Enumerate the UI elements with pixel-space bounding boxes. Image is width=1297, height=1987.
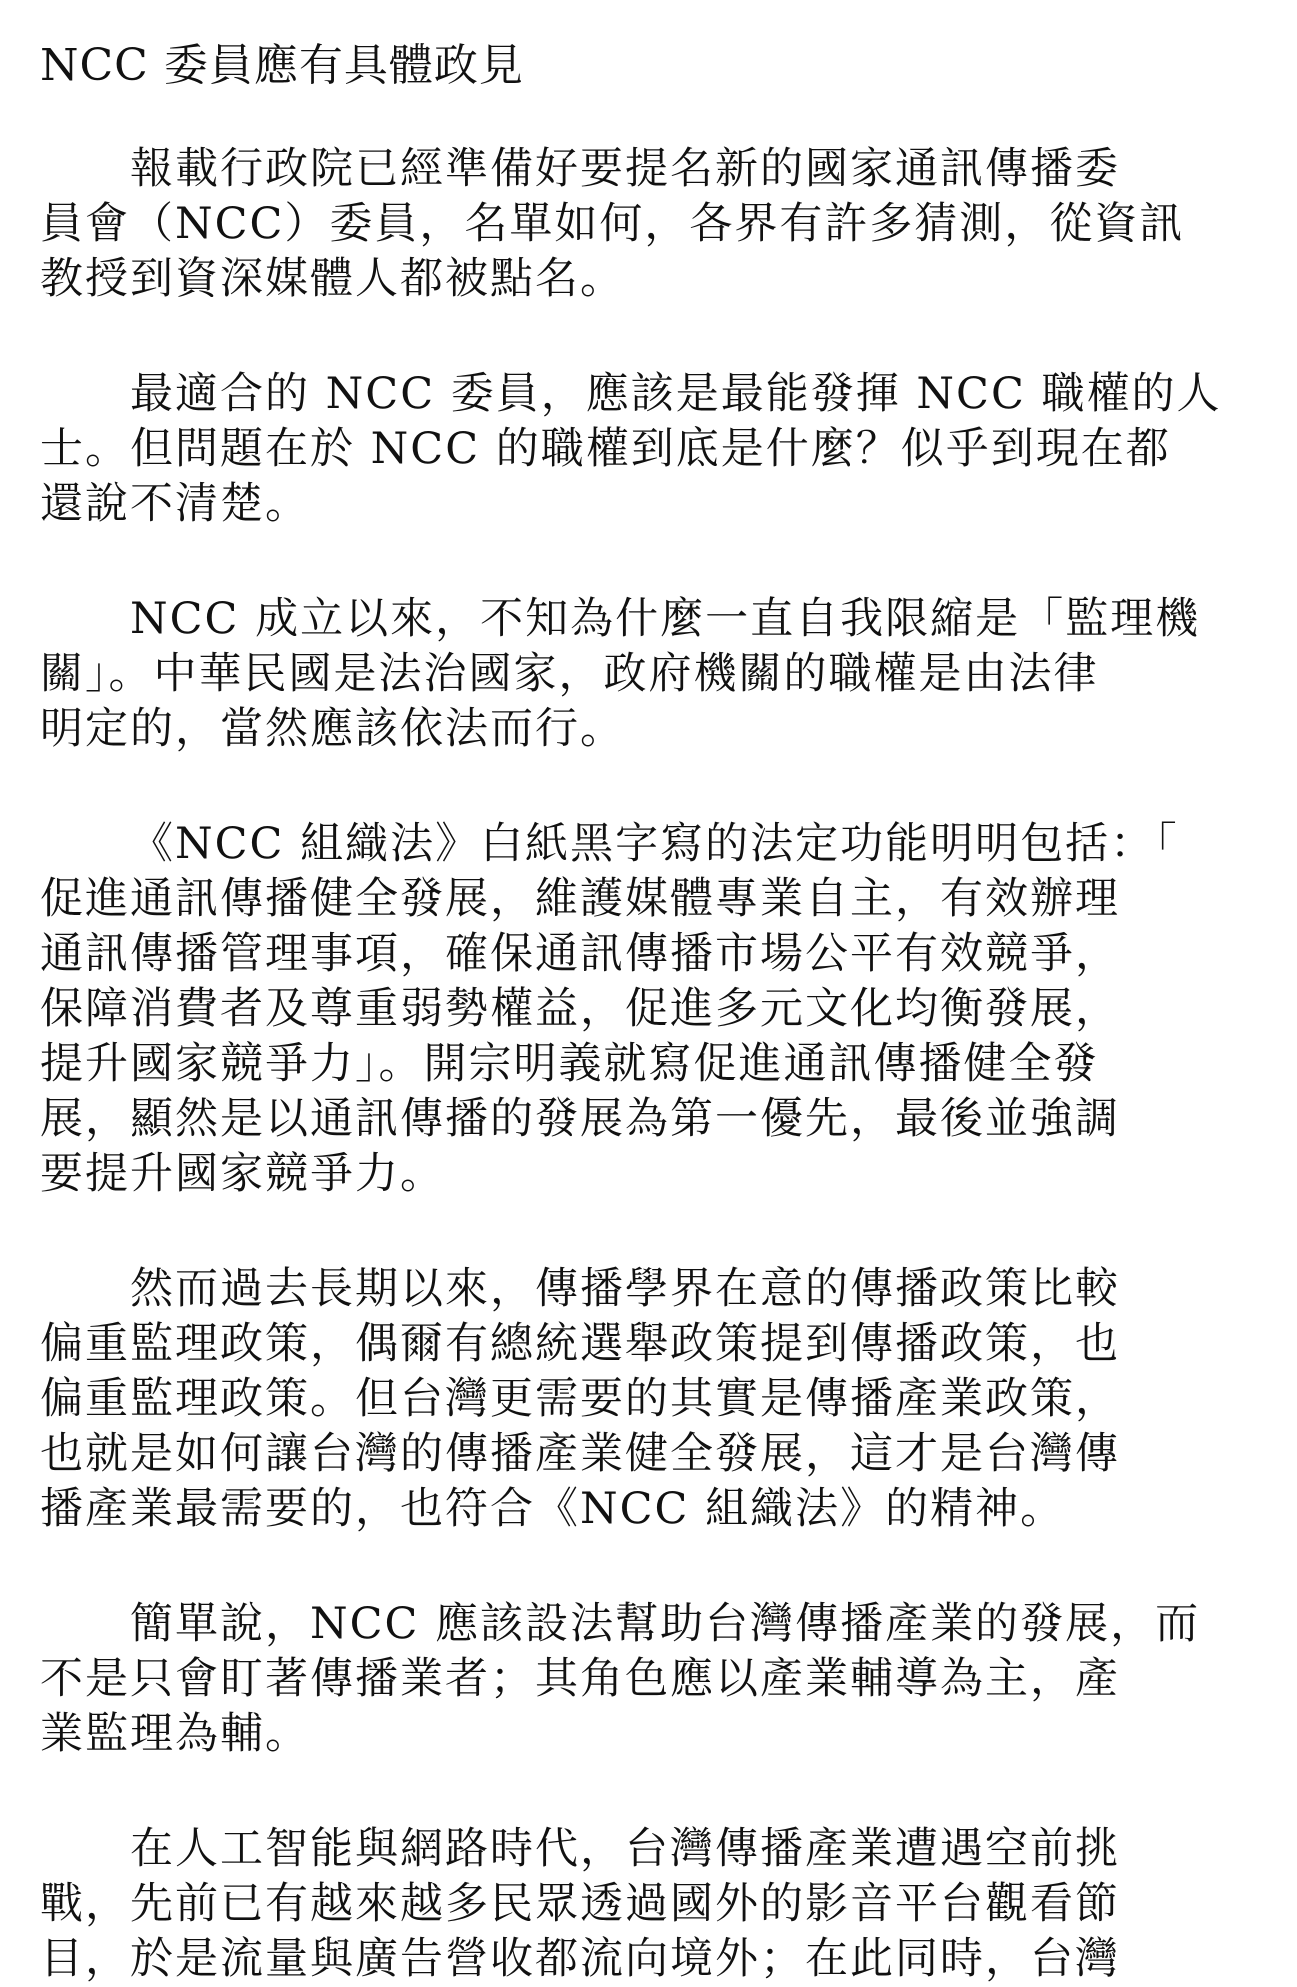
paragraph-line: 戰，先前已有越來越多民眾透過國外的影音平台觀看節 xyxy=(40,1879,1120,1929)
paragraph-7 xyxy=(40,1822,1275,1987)
paragraph-line: 偏重監理政策。但台灣更需要的其實是傳播產業政策， xyxy=(40,1374,1120,1424)
paragraph-line: 明定的，當然應該依法而行。 xyxy=(40,704,625,754)
paragraph-line: 業監理為輔。 xyxy=(40,1709,310,1759)
paragraph-line: 教授到資深媒體人都被點名。 xyxy=(40,254,625,304)
paragraph-line: 要提升國家競爭力。 xyxy=(40,1149,445,1199)
paragraph-line: 偏重監理政策，偶爾有總統選舉政策提到傳播政策，也 xyxy=(40,1319,1120,1369)
paragraph-line: 關」。中華民國是法治國家，政府機關的職權是由法律 xyxy=(40,649,1099,699)
paragraph-line: 最適合的 NCC 委員，應該是最能發揮 NCC 職權的人 xyxy=(130,369,1222,419)
paragraph-5 xyxy=(40,1262,1275,1537)
paragraph-6 xyxy=(40,1597,1275,1762)
paragraph-line: 還說不清楚。 xyxy=(40,479,310,529)
paragraph-line: 播產業最需要的，也符合《NCC 組織法》的精神。 xyxy=(40,1484,1066,1534)
article-title: NCC 委員應有具體政見 xyxy=(40,40,524,91)
paragraph-line: NCC 成立以來，不知為什麼一直自我限縮是「監理機 xyxy=(130,594,1201,644)
paragraph-4 xyxy=(40,817,1275,1202)
paragraph-line: 展，顯然是以通訊傳播的發展為第一優先，最後並強調 xyxy=(40,1094,1120,1144)
paragraph-line: 促進通訊傳播健全發展，維護媒體專業自主，有效辦理 xyxy=(40,874,1120,924)
paragraph-2 xyxy=(40,367,1275,532)
paragraph-1 xyxy=(40,142,1275,307)
paragraph-line: 提升國家競爭力」。開宗明義就寫促進通訊傳播健全發 xyxy=(40,1039,1099,1089)
paragraph-line: 不是只會盯著傳播業者；其角色應以產業輔導為主，產 xyxy=(40,1654,1120,1704)
paragraph-line: 士。但問題在於 NCC 的職權到底是什麼？似乎到現在都 xyxy=(40,424,1171,474)
paragraph-line: 報載行政院已經準備好要提名新的國家通訊傳播委 xyxy=(130,144,1120,194)
paragraph-line: 在人工智能與網路時代，台灣傳播產業遭遇空前挑 xyxy=(130,1824,1120,1874)
paragraph-line: 《NCC 組織法》白紙黑字寫的法定功能明明包括：「 xyxy=(130,819,1179,869)
paragraph-line: 員會（NCC）委員，名單如何，各界有許多猜測，從資訊 xyxy=(40,199,1185,249)
paragraph-line: 然而過去長期以來，傳播學界在意的傳播政策比較 xyxy=(130,1264,1120,1314)
paragraph-line: 也就是如何讓台灣的傳播產業健全發展，這才是台灣傳 xyxy=(40,1429,1120,1479)
paragraph-line: 保障消費者及尊重弱勢權益，促進多元文化均衡發展， xyxy=(40,984,1120,1034)
paragraph-3 xyxy=(40,592,1275,757)
document-page xyxy=(40,38,1275,1987)
paragraph-line: 目，於是流量與廣告營收都流向境外；在此同時，台灣 xyxy=(40,1934,1120,1984)
paragraph-line: 通訊傳播管理事項，確保通訊傳播市場公平有效競爭， xyxy=(40,929,1120,979)
paragraph-line: 簡單說，NCC 應該設法幫助台灣傳播產業的發展，而 xyxy=(130,1599,1201,1649)
